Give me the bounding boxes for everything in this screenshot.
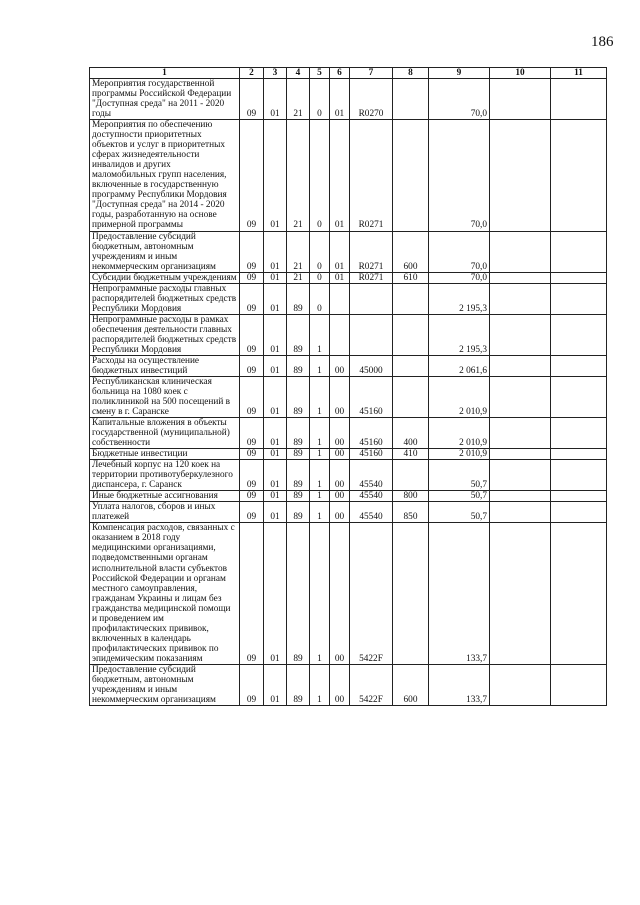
code-cell-6: 00 (330, 449, 350, 460)
code-cell-5: 1 (310, 355, 330, 376)
code-cell-5: 1 (310, 502, 330, 523)
amount-cell: 2 010,9 (429, 418, 490, 449)
empty-cell-10 (490, 79, 551, 120)
code-cell-7: 45540 (350, 460, 393, 491)
code-cell-2: 09 (240, 502, 264, 523)
table-row (90, 523, 607, 664)
row-name-cell: Уплата налогов, сборов и иных платежей (90, 502, 240, 523)
empty-cell-11 (551, 523, 607, 664)
column-header: 4 (287, 68, 310, 79)
row-name-cell: Бюджетные инвестиции (90, 449, 240, 460)
code-cell-4: 89 (287, 418, 310, 449)
code-cell-6: 00 (330, 355, 350, 376)
code-cell-7: 5422F (350, 523, 393, 664)
table-row (90, 664, 607, 705)
table-row (90, 376, 607, 417)
amount-cell: 50,7 (429, 491, 490, 502)
empty-cell-11 (551, 231, 607, 272)
code-cell-6: 00 (330, 502, 350, 523)
empty-cell-10 (490, 376, 551, 417)
amount-cell: 2 010,9 (429, 376, 490, 417)
empty-cell-10 (490, 272, 551, 283)
code-cell-4: 89 (287, 502, 310, 523)
empty-cell-10 (490, 314, 551, 355)
code-cell-6: 00 (330, 664, 350, 705)
table-row (90, 79, 607, 120)
code-cell-6: 00 (330, 418, 350, 449)
column-header: 6 (330, 68, 350, 79)
table-row (90, 418, 607, 449)
code-cell-8 (393, 79, 429, 120)
code-cell-2: 09 (240, 460, 264, 491)
code-cell-5: 1 (310, 376, 330, 417)
code-cell-3: 01 (264, 460, 287, 491)
code-cell-5: 0 (310, 283, 330, 314)
row-name-cell: Непрограммные расходы главных распорядителей бюджетных средств Республики Мордовия (90, 283, 240, 314)
code-cell-3: 01 (264, 418, 287, 449)
code-cell-8 (393, 376, 429, 417)
table-row (90, 460, 607, 491)
code-cell-3: 01 (264, 502, 287, 523)
empty-cell-11 (551, 272, 607, 283)
column-header: 3 (264, 68, 287, 79)
amount-cell: 133,7 (429, 523, 490, 664)
code-cell-5: 0 (310, 79, 330, 120)
row-name-cell: Республиканская клиническая больница на 1080 коек с поликлиникой на 500 посещений в смену в г. Саранске (90, 376, 240, 417)
code-cell-3: 01 (264, 79, 287, 120)
code-cell-5: 1 (310, 491, 330, 502)
empty-cell-11 (551, 664, 607, 705)
code-cell-8: 410 (393, 449, 429, 460)
table-row (90, 120, 607, 231)
code-cell-3: 01 (264, 314, 287, 355)
empty-cell-11 (551, 460, 607, 491)
code-cell-5: 0 (310, 272, 330, 283)
table-row (90, 491, 607, 502)
row-name-cell: Предоставление субсидий бюджетным, автономным учреждениям и иным некоммерческим организациям (90, 664, 240, 705)
code-cell-7: 45000 (350, 355, 393, 376)
code-cell-3: 01 (264, 523, 287, 664)
code-cell-7: 45540 (350, 491, 393, 502)
row-name-cell: Капитальные вложения в объекты государственной (муниципальной) собственности (90, 418, 240, 449)
table-row (90, 231, 607, 272)
code-cell-4: 21 (287, 120, 310, 231)
code-cell-7: R0271 (350, 120, 393, 231)
empty-cell-10 (490, 231, 551, 272)
code-cell-7: R0271 (350, 231, 393, 272)
empty-cell-11 (551, 120, 607, 231)
code-cell-5: 1 (310, 449, 330, 460)
empty-cell-10 (490, 418, 551, 449)
empty-cell-11 (551, 491, 607, 502)
amount-cell: 70,0 (429, 79, 490, 120)
empty-cell-11 (551, 283, 607, 314)
empty-cell-10 (490, 283, 551, 314)
amount-cell: 50,7 (429, 460, 490, 491)
code-cell-5: 0 (310, 120, 330, 231)
code-cell-3: 01 (264, 491, 287, 502)
code-cell-8 (393, 283, 429, 314)
code-cell-2: 09 (240, 449, 264, 460)
code-cell-2: 09 (240, 355, 264, 376)
empty-cell-10 (490, 502, 551, 523)
row-name-cell: Субсидии бюджетным учреждениям (90, 272, 240, 283)
code-cell-8: 600 (393, 664, 429, 705)
row-name-cell: Компенсация расходов, связанных с оказанием в 2018 году медицинскими организациями, подведомственными органам исполнительной власти субъектов Российской Федерации и органам местного самоуправления, гражданам Украины и лицам без гражданства медицинской помощи и проведением им профилактических прививок, включенных в календарь профилактических прививок по эпидемическим показаниям (90, 523, 240, 664)
code-cell-7 (350, 314, 393, 355)
code-cell-4: 89 (287, 460, 310, 491)
table-row (90, 449, 607, 460)
code-cell-7: 45160 (350, 449, 393, 460)
code-cell-8: 800 (393, 491, 429, 502)
amount-cell: 2 061,6 (429, 355, 490, 376)
table-row (90, 355, 607, 376)
code-cell-8 (393, 355, 429, 376)
code-cell-4: 89 (287, 523, 310, 664)
table-header-row (90, 68, 607, 79)
empty-cell-11 (551, 314, 607, 355)
table-row (90, 314, 607, 355)
code-cell-3: 01 (264, 120, 287, 231)
code-cell-6: 01 (330, 79, 350, 120)
row-name-cell: Непрограммные расходы в рамках обеспечения деятельности главных распорядителей бюджетных средств Республики Мордовия (90, 314, 240, 355)
table-row (90, 502, 607, 523)
table-row (90, 272, 607, 283)
column-header: 2 (240, 68, 264, 79)
empty-cell-11 (551, 449, 607, 460)
row-name-cell: Иные бюджетные ассигнования (90, 491, 240, 502)
empty-cell-10 (490, 523, 551, 664)
code-cell-8 (393, 120, 429, 231)
code-cell-4: 89 (287, 376, 310, 417)
code-cell-3: 01 (264, 376, 287, 417)
code-cell-4: 21 (287, 272, 310, 283)
amount-cell: 2 195,3 (429, 314, 490, 355)
amount-cell: 50,7 (429, 502, 490, 523)
code-cell-2: 09 (240, 314, 264, 355)
empty-cell-10 (490, 449, 551, 460)
code-cell-8: 600 (393, 231, 429, 272)
code-cell-6: 00 (330, 376, 350, 417)
row-name-cell: Лечебный корпус на 120 коек на территории противотуберкулезного диспансера, г. Саранск (90, 460, 240, 491)
code-cell-2: 09 (240, 283, 264, 314)
code-cell-5: 1 (310, 664, 330, 705)
row-name-cell: Расходы на осуществление бюджетных инвестиций (90, 355, 240, 376)
code-cell-4: 89 (287, 664, 310, 705)
code-cell-2: 09 (240, 664, 264, 705)
code-cell-5: 1 (310, 314, 330, 355)
code-cell-4: 89 (287, 314, 310, 355)
code-cell-8: 850 (393, 502, 429, 523)
code-cell-2: 09 (240, 491, 264, 502)
code-cell-2: 09 (240, 418, 264, 449)
code-cell-2: 09 (240, 523, 264, 664)
code-cell-6: 01 (330, 231, 350, 272)
code-cell-7: R0271 (350, 272, 393, 283)
row-name-cell: Мероприятия по обеспечению доступности приоритетных объектов и услуг в приоритетных сферах жизнедеятельности инвалидов и других маломобильных групп населения, включенные в государственную программу Республики Мордовия "Доступная среда" на 2014 - 2020 годы, разработанную на основе примерной программы (90, 120, 240, 231)
code-cell-6: 00 (330, 491, 350, 502)
column-header: 1 (90, 68, 240, 79)
amount-cell: 70,0 (429, 231, 490, 272)
empty-cell-10 (490, 120, 551, 231)
budget-table (89, 67, 607, 706)
code-cell-5: 1 (310, 460, 330, 491)
code-cell-8 (393, 314, 429, 355)
code-cell-3: 01 (264, 355, 287, 376)
code-cell-4: 89 (287, 491, 310, 502)
code-cell-6 (330, 283, 350, 314)
code-cell-4: 89 (287, 355, 310, 376)
code-cell-8: 610 (393, 272, 429, 283)
row-name-cell: Мероприятия государственной программы Российской Федерации "Доступная среда" на 2011 - 2020 годы (90, 79, 240, 120)
code-cell-5: 1 (310, 523, 330, 664)
column-header: 8 (393, 68, 429, 79)
amount-cell: 2 195,3 (429, 283, 490, 314)
code-cell-2: 09 (240, 79, 264, 120)
empty-cell-11 (551, 376, 607, 417)
amount-cell: 70,0 (429, 120, 490, 231)
empty-cell-10 (490, 491, 551, 502)
code-cell-6 (330, 314, 350, 355)
code-cell-7: 45160 (350, 418, 393, 449)
row-name-cell: Предоставление субсидий бюджетным, автономным учреждениям и иным некоммерческим организациям (90, 231, 240, 272)
code-cell-8: 400 (393, 418, 429, 449)
amount-cell: 133,7 (429, 664, 490, 705)
column-header: 5 (310, 68, 330, 79)
column-header: 7 (350, 68, 393, 79)
code-cell-7 (350, 283, 393, 314)
code-cell-2: 09 (240, 376, 264, 417)
empty-cell-11 (551, 418, 607, 449)
code-cell-8 (393, 460, 429, 491)
code-cell-5: 0 (310, 231, 330, 272)
code-cell-7: 45540 (350, 502, 393, 523)
table-row (90, 283, 607, 314)
code-cell-5: 1 (310, 418, 330, 449)
empty-cell-11 (551, 355, 607, 376)
empty-cell-10 (490, 355, 551, 376)
code-cell-8 (393, 523, 429, 664)
code-cell-4: 21 (287, 231, 310, 272)
code-cell-4: 89 (287, 283, 310, 314)
amount-cell: 2 010,9 (429, 449, 490, 460)
code-cell-3: 01 (264, 664, 287, 705)
code-cell-2: 09 (240, 120, 264, 231)
amount-cell: 70,0 (429, 272, 490, 283)
column-header: 11 (551, 68, 607, 79)
code-cell-6: 00 (330, 523, 350, 664)
code-cell-4: 89 (287, 449, 310, 460)
empty-cell-10 (490, 664, 551, 705)
code-cell-7: 45160 (350, 376, 393, 417)
code-cell-3: 01 (264, 449, 287, 460)
empty-cell-11 (551, 502, 607, 523)
code-cell-3: 01 (264, 231, 287, 272)
code-cell-6: 00 (330, 460, 350, 491)
code-cell-6: 01 (330, 272, 350, 283)
code-cell-2: 09 (240, 231, 264, 272)
column-header: 10 (490, 68, 551, 79)
column-header: 9 (429, 68, 490, 79)
empty-cell-11 (551, 79, 607, 120)
code-cell-6: 01 (330, 120, 350, 231)
code-cell-3: 01 (264, 283, 287, 314)
code-cell-7: 5422F (350, 664, 393, 705)
code-cell-4: 21 (287, 79, 310, 120)
code-cell-3: 01 (264, 272, 287, 283)
code-cell-7: R0270 (350, 79, 393, 120)
empty-cell-10 (490, 460, 551, 491)
page-number: 186 (591, 34, 614, 50)
code-cell-2: 09 (240, 272, 264, 283)
